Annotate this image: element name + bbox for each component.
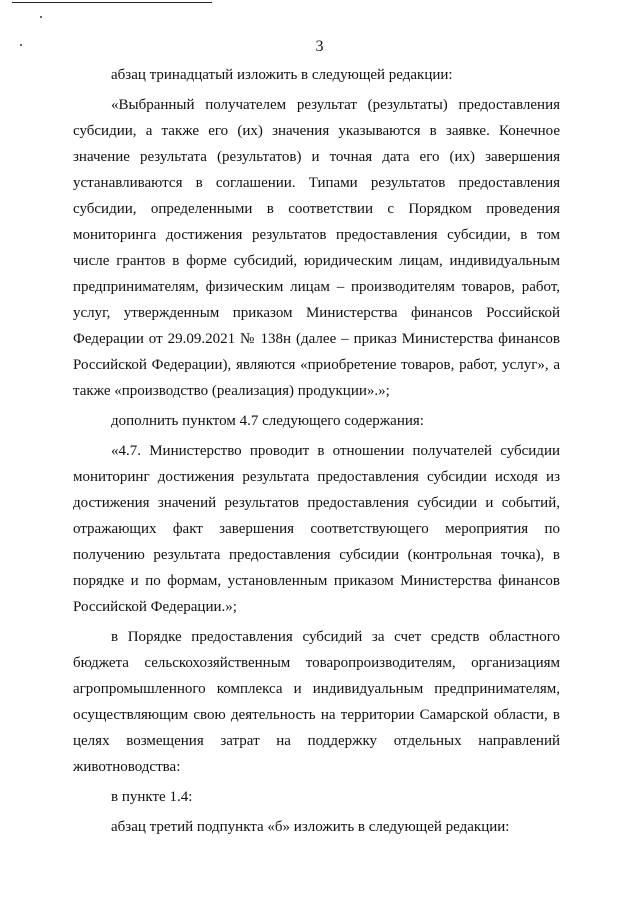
paragraph-instruction: в пункте 1.4: bbox=[111, 789, 193, 805]
paragraph-quote-monitoring: «4.7. Министерство проводит в отношении получателей субсидии мониторинг достижения результата предоставления субсидии исходя из достижения значений результатов предоставления субсидии и событий, отражающих факт завершения соответствующего мероприятия по получению результата предоставления субсидии (контрольная точка), в порядке и по формам, установленным приказом Министерства финансов Российской Федерации.»; bbox=[73, 443, 560, 615]
paragraph-instruction: дополнить пунктом 4.7 следующего содержания: bbox=[111, 413, 424, 429]
paragraph-quote-results: «Выбранный получателем результат (результаты) предоставления субсидии, а также его (их) значения указываются в заявке. Конечное значение результата (результатов) и точная дата его (их) завершения устанавливаются в соглашении. Типами результатов предоставления субсидии, определенными в соответствии с Порядком проведения мониторинга достижения результатов предоставления субсидии, в том числе грантов в форме субсидий, юридическим лицам, индивидуальным предпринимателям, физическим лицам – производителям товаров, работ, услуг, утвержденным приказом Министерства финансов Российской Федерации от 29.09.2021 № 138н (далее – приказ Министерства финансов Российской Федерации), являются «приобретение товаров, работ, услуг», а также «производство (реализация) продукции».»; bbox=[73, 97, 560, 399]
paragraph-instruction: абзац тринадцатый изложить в следующей редакции: bbox=[111, 67, 453, 83]
scan-speck bbox=[40, 16, 42, 18]
page-number: 3 bbox=[315, 38, 324, 55]
top-rule bbox=[12, 2, 212, 3]
paragraph-instruction: абзац третий подпункта «б» изложить в следующей редакции: bbox=[111, 819, 510, 835]
document-body bbox=[73, 62, 560, 840]
paragraph-procedure: в Порядке предоставления субсидий за счет средств областного бюджета сельскохозяйственным товаропроизводителям, организациям агропромышленного комплекса и индивидуальным предпринимателям, осуществляющим свою деятельность на территории Самарской области, в целях возмещения затрат на поддержку отдельных направлений животноводства: bbox=[73, 629, 560, 775]
